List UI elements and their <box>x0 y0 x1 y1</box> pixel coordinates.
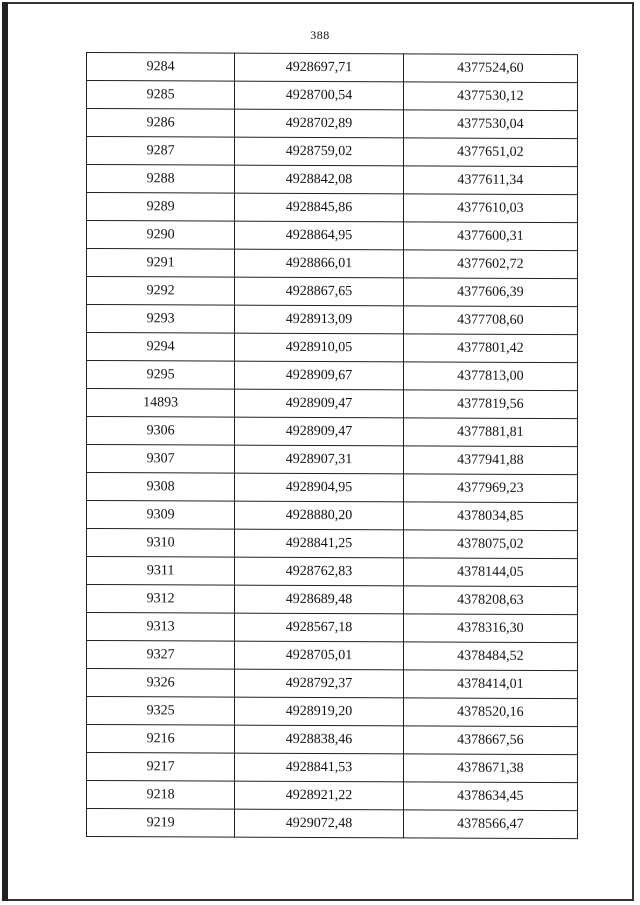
point-number-cell: 9291 <box>87 249 235 278</box>
point-number-cell: 9307 <box>87 445 235 474</box>
coordinates-table-body <box>87 53 578 839</box>
point-number-cell: 9217 <box>87 753 235 782</box>
x-coordinate-cell: 4928909,67 <box>235 361 403 390</box>
y-coordinate-cell: 4377600,31 <box>403 222 577 251</box>
x-coordinate-cell: 4928921,22 <box>235 781 403 810</box>
y-coordinate-cell: 4378034,85 <box>403 502 577 531</box>
table-row <box>87 81 578 111</box>
x-coordinate-cell: 4928866,01 <box>235 249 403 278</box>
table-row <box>87 585 578 615</box>
x-coordinate-cell: 4928864,95 <box>235 221 403 250</box>
y-coordinate-cell: 4377881,81 <box>403 418 577 447</box>
table-row <box>87 361 578 391</box>
x-coordinate-cell: 4928909,47 <box>235 417 403 446</box>
table-row <box>87 641 578 671</box>
point-number-cell: 9285 <box>87 81 235 110</box>
x-coordinate-cell: 4928792,37 <box>235 669 403 698</box>
table-row <box>87 53 578 83</box>
y-coordinate-cell: 4378484,52 <box>403 642 577 671</box>
table-row <box>87 277 578 307</box>
point-number-cell: 9313 <box>87 613 235 642</box>
point-number-cell: 9308 <box>87 473 235 502</box>
x-coordinate-cell: 4928907,31 <box>235 445 403 474</box>
y-coordinate-cell: 4377941,88 <box>403 446 577 475</box>
point-number-cell: 9293 <box>87 305 235 334</box>
point-number-cell: 9287 <box>87 137 235 166</box>
table-row <box>87 137 578 167</box>
y-coordinate-cell: 4378144,05 <box>403 558 577 587</box>
x-coordinate-cell: 4928841,25 <box>235 529 403 558</box>
y-coordinate-cell: 4377530,04 <box>403 110 577 139</box>
point-number-cell: 9294 <box>87 333 235 362</box>
y-coordinate-cell: 4377530,12 <box>403 82 577 111</box>
x-coordinate-cell: 4928913,09 <box>235 305 403 334</box>
y-coordinate-cell: 4378667,56 <box>403 726 577 755</box>
table-row <box>87 473 578 503</box>
table-row <box>87 809 578 839</box>
table-row <box>87 613 578 643</box>
table-row <box>87 109 578 139</box>
point-number-cell: 14893 <box>87 389 235 418</box>
x-coordinate-cell: 4928697,71 <box>235 53 403 82</box>
table-row <box>87 193 578 223</box>
table-row <box>87 781 578 811</box>
point-number-cell: 9286 <box>87 109 235 138</box>
y-coordinate-cell: 4377819,56 <box>403 390 577 419</box>
point-number-cell: 9312 <box>87 585 235 614</box>
x-coordinate-cell: 4928762,83 <box>235 557 403 586</box>
y-coordinate-cell: 4377813,00 <box>403 362 577 391</box>
y-coordinate-cell: 4378316,30 <box>403 614 577 643</box>
x-coordinate-cell: 4928567,18 <box>235 613 403 642</box>
table-row <box>87 221 578 251</box>
page-number: 388 <box>310 28 330 42</box>
point-number-cell: 9288 <box>87 165 235 194</box>
y-coordinate-cell: 4377606,39 <box>403 278 577 307</box>
y-coordinate-cell: 4377969,23 <box>403 474 577 503</box>
x-coordinate-cell: 4928702,89 <box>235 109 403 138</box>
point-number-cell: 9325 <box>87 697 235 726</box>
point-number-cell: 9292 <box>87 277 235 306</box>
point-number-cell: 9216 <box>87 725 235 754</box>
y-coordinate-cell: 4378634,45 <box>403 782 577 811</box>
table-row <box>87 697 578 727</box>
table-row <box>87 753 578 783</box>
x-coordinate-cell: 4928842,08 <box>235 165 403 194</box>
x-coordinate-cell: 4928910,05 <box>235 333 403 362</box>
x-coordinate-cell: 4928880,20 <box>235 501 403 530</box>
x-coordinate-cell: 4928919,20 <box>235 697 403 726</box>
point-number-cell: 9311 <box>87 557 235 586</box>
x-coordinate-cell: 4928759,02 <box>235 137 403 166</box>
y-coordinate-cell: 4378520,16 <box>403 698 577 727</box>
table-row <box>87 305 578 335</box>
point-number-cell: 9290 <box>87 221 235 250</box>
y-coordinate-cell: 4377611,34 <box>403 166 577 195</box>
x-coordinate-cell: 4928867,65 <box>235 277 403 306</box>
point-number-cell: 9306 <box>87 417 235 446</box>
point-number-cell: 9295 <box>87 361 235 390</box>
y-coordinate-cell: 4377602,72 <box>403 250 577 279</box>
x-coordinate-cell: 4928689,48 <box>235 585 403 614</box>
table-row <box>87 165 578 195</box>
table-row <box>87 501 578 531</box>
point-number-cell: 9289 <box>87 193 235 222</box>
y-coordinate-cell: 4377610,03 <box>403 194 577 223</box>
point-number-cell: 9219 <box>87 809 235 838</box>
x-coordinate-cell: 4928700,54 <box>235 81 403 110</box>
table-row <box>87 249 578 279</box>
y-coordinate-cell: 4377801,42 <box>403 334 577 363</box>
x-coordinate-cell: 4928705,01 <box>235 641 403 670</box>
x-coordinate-cell: 4928838,46 <box>235 725 403 754</box>
x-coordinate-cell: 4928841,53 <box>235 753 403 782</box>
y-coordinate-cell: 4377708,60 <box>403 306 577 335</box>
y-coordinate-cell: 4378671,38 <box>403 754 577 783</box>
x-coordinate-cell: 4928909,47 <box>235 389 403 418</box>
table-row <box>87 669 578 699</box>
table-row <box>87 445 578 475</box>
table-row <box>87 557 578 587</box>
x-coordinate-cell: 4929072,48 <box>235 809 403 838</box>
y-coordinate-cell: 4377524,60 <box>403 54 577 83</box>
table-row <box>87 333 578 363</box>
x-coordinate-cell: 4928904,95 <box>235 473 403 502</box>
point-number-cell: 9326 <box>87 669 235 698</box>
table-row <box>87 725 578 755</box>
point-number-cell: 9284 <box>87 53 235 82</box>
table-row <box>87 529 578 559</box>
table-row <box>87 389 578 419</box>
y-coordinate-cell: 4378414,01 <box>403 670 577 699</box>
x-coordinate-cell: 4928845,86 <box>235 193 403 222</box>
point-number-cell: 9327 <box>87 641 235 670</box>
y-coordinate-cell: 4378566,47 <box>403 810 577 839</box>
point-number-cell: 9309 <box>87 501 235 530</box>
y-coordinate-cell: 4378075,02 <box>403 530 577 559</box>
point-number-cell: 9310 <box>87 529 235 558</box>
y-coordinate-cell: 4378208,63 <box>403 586 577 615</box>
coordinates-table <box>86 52 578 839</box>
y-coordinate-cell: 4377651,02 <box>403 138 577 167</box>
point-number-cell: 9218 <box>87 781 235 810</box>
table-row <box>87 417 578 447</box>
